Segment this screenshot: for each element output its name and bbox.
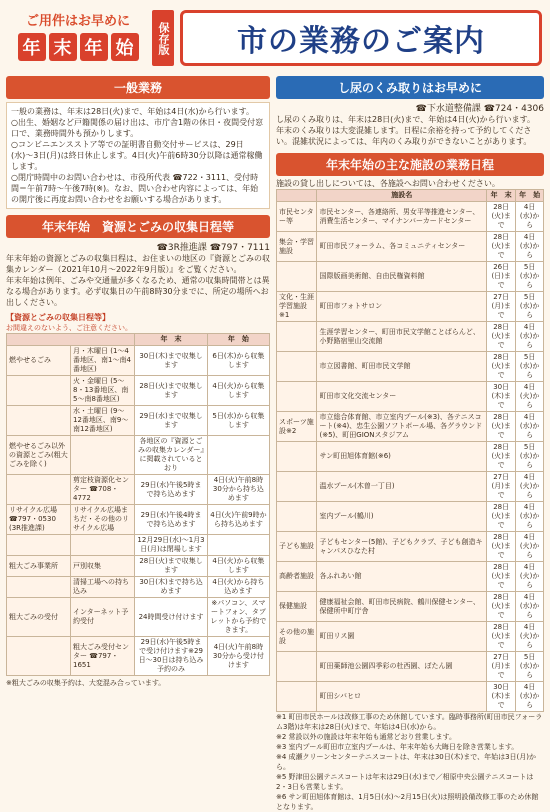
waste-row <box>7 346 270 376</box>
general-section-title: 一般業務 <box>6 76 270 99</box>
facility-row <box>277 652 544 682</box>
facility-cell: 4日(水)から <box>516 202 544 232</box>
facility-cell: 5日(水)から <box>516 292 544 322</box>
waste-cell: 清掃工場への持ち込み <box>71 577 135 598</box>
facilities-notes <box>276 712 544 812</box>
facility-cell: 国際版画美術館、自由民権資料館 <box>317 262 487 292</box>
waste-row <box>7 376 270 406</box>
waste-cell: 粗大ごみの受付 <box>7 598 71 637</box>
facility-cell: 4日(火)から <box>516 382 544 412</box>
waste-cell: 4日(火)午前8時30分から受け付けます <box>207 637 269 676</box>
facility-cell: 27日(月)まで <box>487 292 516 322</box>
fac-header-name: 施設名 <box>317 190 487 202</box>
kanji-box-3: 年 <box>80 33 108 61</box>
facility-row <box>277 262 544 292</box>
waste-cell: ※パソコン、スマートフォン、タブレットから予約できます。 <box>207 598 269 637</box>
facility-cell <box>277 472 317 502</box>
facility-cell: 4日(火)から <box>516 622 544 652</box>
year-end-badge <box>8 33 148 61</box>
facility-cell: 各ふれあい館 <box>317 562 487 592</box>
waste-p1: 年末年始の資源とごみの収集日程は、お住まいの地区の『資源とごみの収集カレンダー（2021年10月〜2022年9月版）』をご覧ください。 <box>6 254 270 274</box>
waste-cell: 6日(木)から収集します <box>207 346 269 376</box>
waste-cell: 4日(火)から収集します <box>207 556 269 577</box>
header-left <box>8 10 148 61</box>
waste-cell <box>7 475 71 505</box>
general-section-body <box>6 102 270 209</box>
waste-cell <box>71 535 135 556</box>
facility-row <box>277 232 544 262</box>
facility-note: ※6 サン町田旭体育館は、1月5日(水)〜2月15日(火)は照明設備改修工事のため休館となります。 <box>276 793 539 811</box>
facility-row <box>277 202 544 232</box>
facility-cell: 町田薬師池公園四季彩の杜西園、ぼたん園 <box>317 652 487 682</box>
night-soil-p1: し尿のくみ取りは、年末は28日(火)まで、年始は4日(火)から行います。 <box>276 115 535 124</box>
facility-row <box>277 562 544 592</box>
facility-cell: サン町田旭体育館(※6) <box>317 442 487 472</box>
facility-cell <box>277 352 317 382</box>
facility-cell <box>277 262 317 292</box>
facility-cell: 4日(火)から <box>516 562 544 592</box>
facility-cell: 28日(火)まで <box>487 562 516 592</box>
facility-row <box>277 682 544 712</box>
waste-cell <box>7 535 71 556</box>
waste-row <box>7 406 270 436</box>
facility-note: ※4 成瀬クリーンセンターテニスコートは、年末は30日(木)まで、年始は3日(月)から。 <box>276 753 536 771</box>
waste-cell <box>7 637 71 676</box>
waste-row <box>7 577 270 598</box>
facility-cell: 28日(火)まで <box>487 322 516 352</box>
facility-cell: 町田市文化交流センター <box>317 382 487 412</box>
waste-cell: 月・木曜日 (1〜4番地区、南1〜南4番地区) <box>71 346 135 376</box>
facility-cell: 健康福祉会館、町田市民病院、鶴川保健センター、保健所中町庁舎 <box>317 592 487 622</box>
facility-cell <box>277 442 317 472</box>
waste-row <box>7 535 270 556</box>
facility-cell: 28日(火)まで <box>487 532 516 562</box>
facility-cell: 27日(月)まで <box>487 472 516 502</box>
facility-cell: 28日(火)まで <box>487 592 516 622</box>
waste-cell: 粗大ごみ受付センター ☎797・1651 <box>71 637 135 676</box>
waste-cell: 戸別収集 <box>71 556 135 577</box>
left-column <box>6 76 270 688</box>
facility-cell: 28日(火)まで <box>487 232 516 262</box>
kanji-box-2: 末 <box>49 33 77 61</box>
facility-cell: 町田リス園 <box>317 622 487 652</box>
facilities-table <box>276 189 544 712</box>
general-p1: 一般の業務は、年末は28日(火)まで、年始は4日(水)から行います。 <box>11 107 254 116</box>
waste-cell: 各地区の『資源とごみの収集カレンダー』に掲載されているとおり <box>135 436 208 475</box>
waste-row <box>7 637 270 676</box>
facility-row <box>277 592 544 622</box>
facility-cell: その他の施設 <box>277 622 317 652</box>
facility-cell: 28日(火)まで <box>487 622 516 652</box>
facility-cell: 28日(火)まで <box>487 352 516 382</box>
waste-cell <box>207 436 269 475</box>
waste-table-title: 【資源とごみの収集日程等】 <box>6 313 110 322</box>
waste-cell: インターネット予約受付 <box>71 598 135 637</box>
facility-cell: 保健施設 <box>277 592 317 622</box>
facility-cell <box>277 682 317 712</box>
waste-cell: 燃やせるごみ <box>7 346 71 376</box>
facility-row <box>277 532 544 562</box>
waste-p2: 年末年始は例年、ごみや交通量が多くなるため、通常の収集時間帯とは異なる場合があります。必ず収集日の午前8時30分までに、所定の場所へお出しください。 <box>6 276 270 307</box>
waste-cell: 4日(火)から収集します <box>207 376 269 406</box>
facility-row <box>277 382 544 412</box>
waste-cell <box>7 376 71 406</box>
keep-edition-label: 保存版 <box>152 10 174 66</box>
facility-cell: 市民センター、各連絡所、男女平等推進センター、消費生活センター、マイナンバーカードセンター <box>317 202 487 232</box>
page-title: 市の業務のご案内 <box>180 10 542 66</box>
waste-cell: リサイクル広場 ☎797・0530 (3R推進課) <box>7 505 71 535</box>
general-p2: ○出生、婚姻など戸籍関係の届け出は、市庁舎1階の休日・夜間受付窓口で、業務時間外も預かりします。 <box>11 118 264 138</box>
waste-row <box>7 598 270 637</box>
facility-cell: 4日(水)から <box>516 232 544 262</box>
fac-header-category <box>277 190 317 202</box>
waste-cell: 剪定枝資源化センター ☎708・4772 <box>71 475 135 505</box>
waste-footnote: ※粗大ごみの収集予約は、大変混み合っています。 <box>6 679 166 687</box>
waste-schedule-table <box>6 333 270 676</box>
waste-header-newyear: 年 始 <box>207 334 269 346</box>
facility-row <box>277 322 544 352</box>
waste-cell: 29日(水)午後5時まで受け付けます※29日〜30日は持ち込み予約のみ <box>135 637 208 676</box>
waste-cell: 29日(水)午後5時まで持ち込めます <box>135 475 208 505</box>
facility-cell <box>277 502 317 532</box>
facility-cell: 4日(水)から <box>516 682 544 712</box>
waste-table-note: お間違えのないよう、ご注意ください。 <box>6 324 132 332</box>
waste-cell: 28日(火)まで収集します <box>135 556 208 577</box>
facility-cell: 27日(月)まで <box>487 652 516 682</box>
facility-cell: 町田シバヒロ <box>317 682 487 712</box>
waste-cell: 燃やせるごみ以外の資源とごみ(粗大ごみを除く) <box>7 436 71 475</box>
facility-cell: 町田市フォトサロン <box>317 292 487 322</box>
facility-cell: 5日(水)から <box>516 442 544 472</box>
facility-cell: 26日(日)まで <box>487 262 516 292</box>
waste-cell: 29日(水)まで収集します <box>135 406 208 436</box>
waste-cell <box>207 535 269 556</box>
waste-cell: 火・金曜日 (5〜8・13番地区、南5〜南8番地区) <box>71 376 135 406</box>
waste-cell: 24時間受け付けます <box>135 598 208 637</box>
facility-cell: 4日(火)から <box>516 532 544 562</box>
facility-cell: 5日(水)から <box>516 262 544 292</box>
facility-cell: 4日(水)から <box>516 412 544 442</box>
facility-cell: 室内プール(鶴川) <box>317 502 487 532</box>
facility-cell: 子どもセンター(5館)、子どもクラブ、子ども創造キャンパスひなた村 <box>317 532 487 562</box>
facility-cell: 集会・学習施設 <box>277 232 317 262</box>
facility-cell: スポーツ施設※2 <box>277 412 317 442</box>
facility-row <box>277 442 544 472</box>
facility-cell: 28日(火)まで <box>487 502 516 532</box>
waste-cell: 粗大ごみ事業所 <box>7 556 71 577</box>
waste-contact: ☎3R推進課 ☎797・7111 <box>156 243 270 253</box>
waste-cell: 5日(水)から収集します <box>207 406 269 436</box>
facility-cell: 高齢者施設 <box>277 562 317 592</box>
waste-header-blank <box>7 334 135 346</box>
waste-cell: 12月29日(水)〜1月3日(月)は閉場します <box>135 535 208 556</box>
facility-row <box>277 472 544 502</box>
facility-cell: 30日(木)まで <box>487 382 516 412</box>
facility-row <box>277 292 544 322</box>
facility-cell <box>277 322 317 352</box>
facility-row <box>277 352 544 382</box>
facility-note: ※2 常設以外の施設は年末年始も通常どおり営業します。 <box>276 733 456 741</box>
waste-row <box>7 436 270 475</box>
facility-cell <box>277 652 317 682</box>
page-header <box>4 4 546 70</box>
facility-cell: 4日(水)から <box>516 592 544 622</box>
header-subtitle: ご用件はお早めに <box>25 14 130 29</box>
facility-cell: 子ども施設 <box>277 532 317 562</box>
facility-cell: 市立図書館、町田市民文学館 <box>317 352 487 382</box>
night-soil-contact: ☎下水道整備課 ☎724・4306 <box>415 104 544 114</box>
facility-cell: 28日(火)まで <box>487 412 516 442</box>
facility-cell: 5日(水)から <box>516 652 544 682</box>
waste-cell <box>7 406 71 436</box>
facility-cell: 4日(水)から <box>516 502 544 532</box>
waste-cell: 水・土曜日 (9〜12番地区、南9〜南12番地区) <box>71 406 135 436</box>
facility-cell: 文化・生涯学習施設※1 <box>277 292 317 322</box>
facility-cell: 温水プール(木曽一丁目) <box>317 472 487 502</box>
facility-note: ※5 野津田公園テニスコートは年末は29日(水)まで／相原中央公園テニスコートは2・3日も営業します。 <box>276 773 534 791</box>
facility-row <box>277 622 544 652</box>
facility-cell: 28日(火)まで <box>487 202 516 232</box>
waste-cell: 29日(水)午後4時まで持ち込めます <box>135 505 208 535</box>
night-soil-section-title: し尿のくみ取りはお早めに <box>276 76 544 99</box>
waste-cell <box>71 436 135 475</box>
fac-header-yearend: 年 末 <box>487 190 516 202</box>
waste-cell: 28日(火)まで収集します <box>135 376 208 406</box>
facility-cell: 28日(火)まで <box>487 442 516 472</box>
kanji-box-1: 年 <box>18 33 46 61</box>
general-p4: ○閉庁時間中のお問い合わせは、市役所代表 ☎722・3111、受付時間＝午前7時〜午後7時(※)。なお、問い合わせ内容によっては、年始の開庁後に再度お問い合わせをお願いする場合があります。 <box>11 173 259 204</box>
facilities-section-title: 年末年始の主な施設の業務日程 <box>276 153 544 176</box>
waste-row <box>7 556 270 577</box>
facility-cell: 30日(木)まで <box>487 682 516 712</box>
facility-cell: 町田市民フォーラム、各コミュニティセンター <box>317 232 487 262</box>
waste-row <box>7 505 270 535</box>
facility-cell: 生涯学習センター、町田市民文学館ことばらんど、小野路宿里山交流館 <box>317 322 487 352</box>
waste-cell <box>7 577 71 598</box>
waste-cell: 30日(木)まで収集します <box>135 346 208 376</box>
facility-cell: 5日(水)から <box>516 352 544 382</box>
night-soil-p2: 年末のくみ取りは大変混雑します。日程に余裕を持って予約してください。混雑状況によっては、年内のくみ取りができないことがあります。 <box>276 126 532 146</box>
facility-cell: 4日(水)から <box>516 322 544 352</box>
waste-row <box>7 475 270 505</box>
waste-cell: 4日(火)午前8時30分から持ち込めます <box>207 475 269 505</box>
facility-note: ※3 室内プール町田市立室内プールは、年末年始も大晦日を除き営業します。 <box>276 743 519 751</box>
facility-cell: 市民センター等 <box>277 202 317 232</box>
facility-cell <box>277 382 317 412</box>
waste-header-yearend: 年 末 <box>135 334 208 346</box>
waste-cell: 4日(火)から持ち込めます <box>207 577 269 598</box>
facility-row <box>277 412 544 442</box>
facility-row <box>277 502 544 532</box>
waste-cell: 4日(火)午前9時から持ち込めます <box>207 505 269 535</box>
kanji-box-4: 始 <box>111 33 139 61</box>
waste-section-title: 年末年始 資源とごみの収集日程等 <box>6 215 270 238</box>
general-p3: ○コンビニエンスストア等での証明書自動交付サービスは、29日(水)〜3日(月)は終日休止します。4日(火)午前6時30分以降は通常稼働します。 <box>11 140 263 171</box>
facility-cell: 4日(火)から <box>516 472 544 502</box>
facility-cell: 市立総合体育館、市立室内プール(※3)、各テニスコート(※4)、忠生公園ソフトボール場、各グラウンド(※5)、町田GIONスタジアム <box>317 412 487 442</box>
right-column <box>276 76 544 812</box>
facilities-intro: 施設の貸し出しについては、各施設へお問い合わせください。 <box>276 179 500 188</box>
facility-note: ※1 町田市民ホールは改修工事のため休館しています。臨時事務所(町田市民フォーラム3階)は年末は28日(火)まで、年始は4日(水)から。 <box>276 713 543 731</box>
waste-cell: リサイクル広場まちだ・その他のリサイクル広場 <box>71 505 135 535</box>
waste-cell: 30日(木)まで持ち込めます <box>135 577 208 598</box>
fac-header-newyear: 年 始 <box>516 190 544 202</box>
